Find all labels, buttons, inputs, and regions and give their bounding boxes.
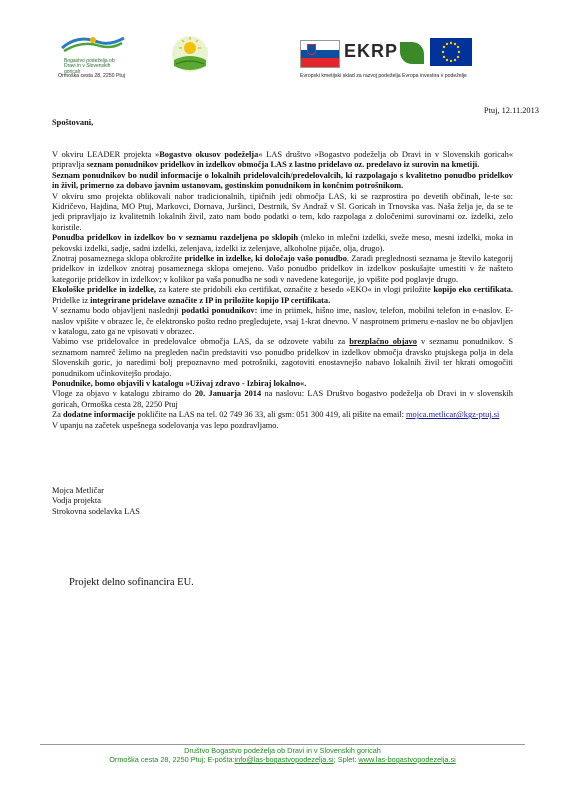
ekrp-label: EKRP bbox=[344, 41, 399, 61]
footer bbox=[0, 746, 565, 764]
sun-field-icon bbox=[170, 34, 210, 74]
footer-email-link[interactable]: info@las-bogastvopodezelja.si bbox=[234, 755, 334, 764]
signature-name: Mojca Metličar bbox=[52, 486, 104, 495]
paragraph-deadline: Vloge za objavo v katalogu zbiramo do 20. Januarja 2014 na naslovu: LAS Društvo bogastvo podeželja ob Dravi in v slovenskih goricah, Ormoška cesta 28, 2250 Ptuj bbox=[52, 389, 513, 409]
cofinance-note: Projekt delno sofinancira EU. bbox=[69, 577, 194, 588]
ekrp-logo bbox=[340, 38, 426, 68]
leaf-icon bbox=[400, 42, 424, 64]
las-address: Ormoška cesta 28, 2250 Ptuj bbox=[58, 73, 125, 79]
slovenia-coat-of-arms-icon bbox=[307, 44, 316, 55]
paragraph-catalog: Ponudnike, bomo objavili v katalogu »Uživaj zdravo - Izbiraj lokalno«. bbox=[52, 378, 307, 388]
paragraph-intro: V okviru LEADER projekta »Bogastvo okusov podeželja« LAS društvo »Bogastvo podeželja ob Dravi in v Slovenskih goricah« pripravlja seznam ponudnikov pridelkov in izdelkov območja LAS z lastno pridelavo oz. predelavo iz surovin na kmetiji. bbox=[52, 150, 514, 170]
signature-role-2: Strokovna sodelavka LAS bbox=[52, 506, 140, 516]
sun-logo bbox=[170, 34, 210, 74]
las-logo-text: Bogastvo podeželja ob Dravi in v Slovenskih goricah bbox=[64, 58, 115, 75]
las-logo bbox=[58, 32, 128, 75]
paragraph-invitation: Vabimo vse pridelovalce in predelovalce območja LAS, da se odzovete vabilu za brezplačno objavo v seznamu ponudnikov. S seznamom namreč želimo na pregleden način predstaviti vso ponudbo pridelkov in izdelkov območja dravsko ptujskega polja in dela Slovenskih goric, jo naredimi bolj prepoznavno med potrošniki, zagotoviti enostavnejšo nabavo lokalnih živil ter hkrati omogočiti ponudnikom učinkovitejšo prodajo. bbox=[52, 337, 513, 378]
paragraph-data: V seznamu bodo objavljeni naslednji podatki ponudnikov: ime in priimek, hišno ime, naslov, telefon, mobilni telefon in e-naslov. E-naslov vpišite v obrazec le, če elektronsko pošto redno pregledujete, vsaj 1-krat dnevno. V nasprotnem primeru e-naslov ne bo objavljen v katalogu, zato ga ne vpisovati v obrazec. bbox=[52, 306, 513, 336]
footer-divider bbox=[40, 744, 525, 745]
paragraph-contact: Za dodatne informacije pokličite na LAS na tel. 02 749 36 33, ali gsm: 051 300 419, ali pišite na email: mojca.metlicar@kgz-ptuj.si bbox=[52, 410, 500, 420]
paragraph-list-info: Seznam ponudnikov bo nudil informacije o lokalnih pridelovalcih/predelovalcih, ki razpolagajo s kvalitetno ponudbo pridelkov in živil, primerno za dobavo javnim ustanovam, gostinskim ponudnikom in končnim potrošnikom. bbox=[52, 170, 513, 191]
contact-email-link[interactable]: mojca.metlicar@kgz-ptuj.si bbox=[406, 410, 500, 420]
footer-web-link[interactable]: www.las-bogastvopodezelja.si bbox=[358, 755, 456, 764]
paragraph-eco: Ekološke pridelke in izdelke, za katere ste pridobili eko certifikat, označite z besedo »EKO« in vlogi priložite kopijo eko certifikata. Pridelke iz integrirane pridelave označite z IP in priložite kopijo IP certifikata. bbox=[52, 285, 513, 305]
paragraph-closing: V upanju na začetek uspešnega sodelovanja vas lepo pozdravljamo. bbox=[52, 420, 279, 430]
las-swoosh-icon bbox=[58, 32, 128, 54]
eu-stars-icon bbox=[430, 38, 472, 66]
letter-greeting: Spoštovani, bbox=[52, 118, 94, 127]
letter-body bbox=[52, 150, 513, 431]
paragraph-categories: Ponudba pridelkov in izdelkov bo v seznamu razdeljena po sklopih (mleko in mlečni izdelki, sveže meso, mesni izdelki, moka in pekovski izdelki, sadje, sadni izdelki, zelenjava, izdelki iz zelenjave, alkoholne pijače, olja, drugo). bbox=[52, 233, 514, 253]
letter-date: Ptuj, 12.11.2013 bbox=[483, 106, 539, 115]
paragraph-dishes: V okviru smo projekta oblikovali nabor tradicionalnih, tipičnih jedi območja LAS, ki se razprostira po devetih občinah, le-te so: Kidričevo, Hajdina, MO Ptuj, Markovci, Dornava, Juršinci, Destrnik, Sv Andraž v Sl. Goricah in Trnovska vas. Naša želja je, da se te jedi pripravljajo iz kvalitetnih lokalnih živil, zato nam bodo podatki o tem, kdo razpolaga z določenimi surovinami oz. izdelki, zelo koristile. bbox=[52, 191, 513, 232]
signature-block bbox=[52, 486, 140, 517]
eu-fund-text: Evropski kmetijski sklad za razvoj podeželja Evropa investira v podeželje bbox=[300, 73, 467, 79]
footer-org-name: Društvo Bogastvo podeželja ob Dravi in v Slovenskih goricah bbox=[184, 746, 381, 755]
eu-flag bbox=[430, 38, 472, 66]
signature-role-1: Vodja projekta bbox=[52, 496, 101, 506]
paragraph-selection: Znotraj posameznega sklopa obkrožite pridelke in izdelke, ki določajo vašo ponudbo. Zaradi preglednosti seznama je število kategorij pridelkov in izdelkov znotraj posameznega sklopa omejeno. Vašo ponudbo pridelkov in izdelkov poskušajte umestiti v že našteto kategorije pridelkov in izdelkov; v kolikor pa vaša ponudba ne sodi v navedene kategorije, jo vpišite pod poglavje drugo. bbox=[52, 254, 513, 284]
footer-contact-line: Ormoška cesta 28, 2250 Ptuj; E-pošta:info@las-bogastvopodezelja.si; Splet: www.las-bogastvopodezelja.si bbox=[109, 755, 456, 764]
slovenia-flag bbox=[300, 40, 340, 68]
